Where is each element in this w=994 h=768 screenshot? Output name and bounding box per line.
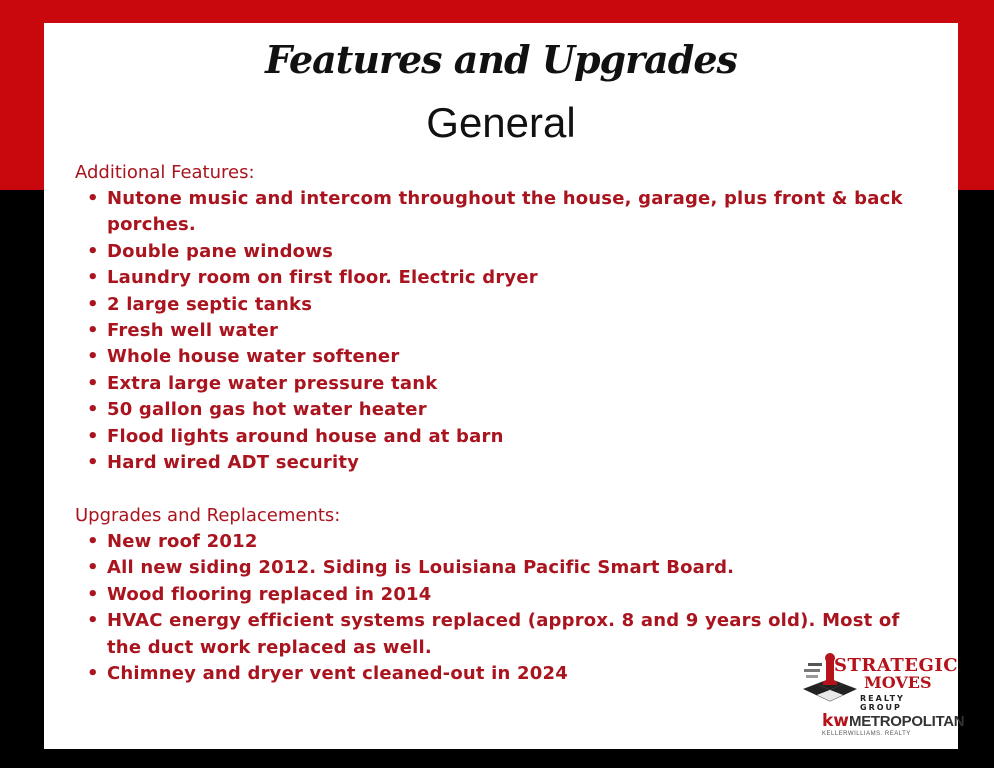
keller-williams-text: KELLERWILLIAMS. REALTY: [822, 731, 911, 737]
bullet-icon: •: [87, 557, 99, 579]
section-heading: Additional Features:: [75, 162, 255, 183]
bullet-icon: •: [87, 663, 99, 685]
list-item: • Hard wired ADT security: [75, 450, 935, 476]
list-item: • Laundry room on first floor. Electric dryer: [75, 265, 935, 291]
bullet-icon: •: [87, 452, 99, 474]
list-item: • 2 large septic tanks: [75, 292, 935, 318]
list-item: • Fresh well water: [75, 318, 935, 344]
bullet-icon: •: [87, 346, 99, 368]
bullet-icon: •: [87, 320, 99, 342]
logo-text-moves: MOVES: [864, 673, 932, 692]
logo-text-strategic: STRATEGIC: [834, 655, 959, 676]
list-item: • Flood lights around house and at barn: [75, 424, 935, 450]
list-item: • Wood flooring replaced in 2014: [75, 582, 935, 608]
list-item: • 50 gallon gas hot water heater: [75, 397, 935, 423]
bullet-icon: •: [87, 188, 99, 209]
bullet-icon: •: [87, 583, 99, 605]
strategic-moves-logo: [800, 649, 965, 744]
bullet-icon: •: [87, 293, 99, 315]
page-title: Features and Upgrades: [265, 37, 737, 82]
page-subtitle: General: [426, 99, 576, 146]
list-item: • Nutone music and intercom throughout the house, garage, plus front & back porches.: [87, 188, 903, 236]
list-item: • Extra large water pressure tank: [75, 371, 935, 397]
list-item: • New roof 2012: [75, 529, 935, 555]
list-item: • HVAC energy efficient systems replaced (approx. 8 and 9 years old). Most of the duct work replaced as well.: [87, 610, 900, 658]
kw-mark: kw: [822, 711, 850, 731]
list-item: • Double pane windows: [75, 239, 935, 265]
bullet-icon: •: [87, 531, 99, 552]
section-heading: Upgrades and Replacements:: [75, 505, 341, 526]
bullet-icon: •: [87, 372, 99, 394]
content-card: [44, 23, 965, 749]
additional-features-section: [75, 160, 935, 476]
bullet-icon: •: [87, 610, 99, 632]
bullet-icon: •: [87, 399, 99, 421]
metropolitan-text: METROPOLITAN: [849, 713, 965, 730]
bullet-icon: •: [87, 267, 99, 289]
logo-text-realty-group: REALTY GROUP: [860, 694, 905, 712]
bullet-icon: •: [87, 425, 99, 447]
bullet-icon: •: [87, 240, 99, 262]
list-item: • All new siding 2012. Siding is Louisiana Pacific Smart Board.: [75, 555, 935, 581]
list-item: • Whole house water softener: [75, 344, 935, 370]
feature-list: [75, 186, 935, 476]
list-item: • Chimney and dryer vent cleaned-out in 2024: [75, 661, 935, 687]
kw-metropolitan-logo: [822, 711, 964, 731]
